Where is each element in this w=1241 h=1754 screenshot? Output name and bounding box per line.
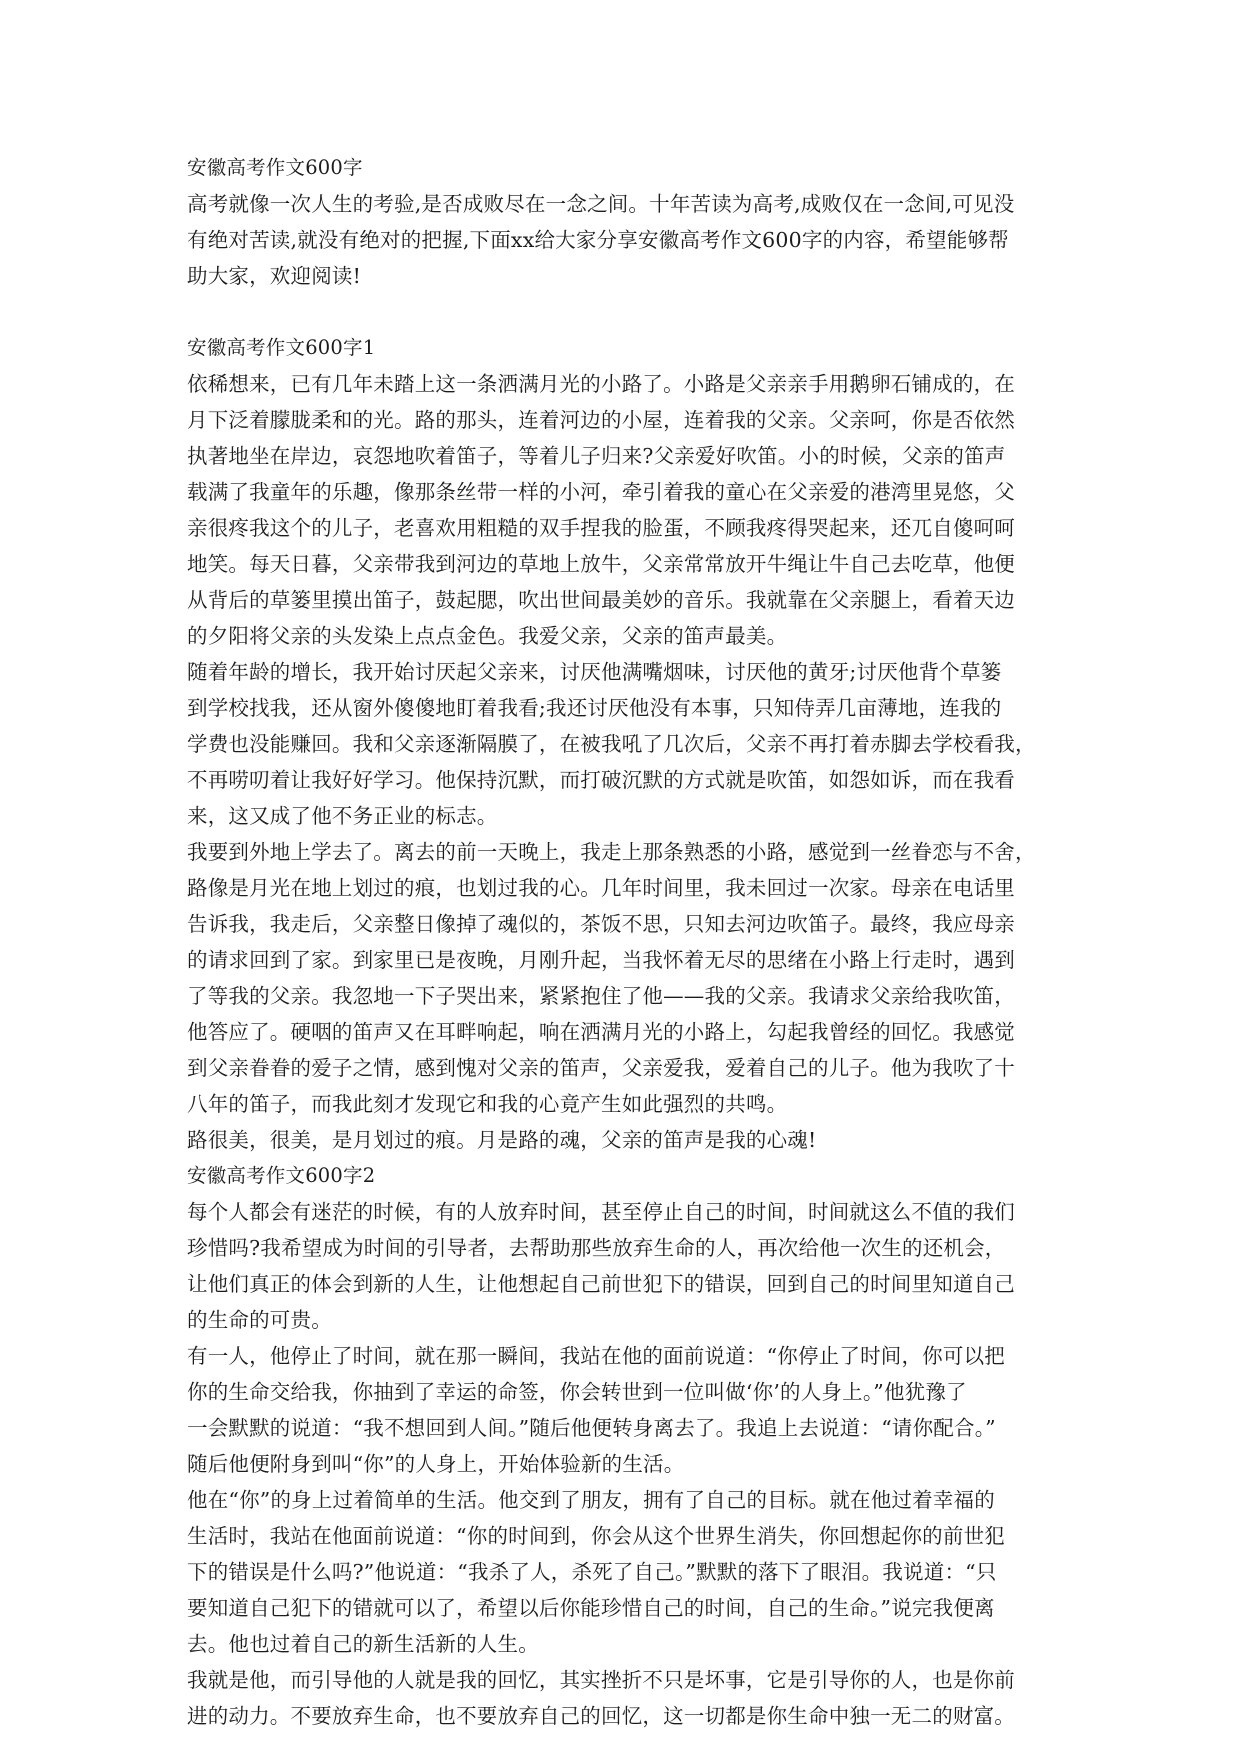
text-line: 进的动力。不要放弃生命，也不要放弃自己的回忆，这一切都是你生命中独一无二的财富。 xyxy=(187,1704,1015,1728)
text-line: 珍惜吗?我希望成为时间的引导者，去帮助那些放弃生命的人，再次给他一次生的还机会， xyxy=(187,1236,1006,1260)
text-line: 一会默默的说道：“我不想回到人间。”随后他便转身离去了。我追上去说道：“请你配合。” xyxy=(187,1416,996,1440)
essay1-body xyxy=(187,366,1077,1158)
text-line: 不再唠叨着让我好好学习。他保持沉默，而打破沉默的方式就是吹笛，如怨如诉，而在我看 xyxy=(187,768,1015,792)
text-line: 下的错误是什么吗?”他说道：“我杀了人，杀死了自己。”默默的落下了眼泪。我说道：“只 xyxy=(187,1560,997,1584)
text-line: 的生命的可贵。 xyxy=(187,1308,332,1332)
text-line: 到父亲眷眷的爱子之情，感到愧对父亲的笛声，父亲爱我，爱着自己的儿子。他为我吹了十 xyxy=(187,1056,1015,1080)
text-line: 我要到外地上学去了。离去的前一天晚上，我走上那条熟悉的小路，感觉到一丝眷恋与不舍， xyxy=(187,840,1036,864)
text-line: 他答应了。硬咽的笛声又在耳畔响起，响在洒满月光的小路上，勾起我曾经的回忆。我感觉 xyxy=(187,1020,1015,1044)
text-line: 我就是他，而引导他的人就是我的回忆，其实挫折不只是坏事，它是引导你的人，也是你前 xyxy=(187,1668,1015,1692)
text-line: 从背后的草篓里摸出笛子，鼓起腮，吹出世间最美妙的音乐。我就靠在父亲腿上，看着天边 xyxy=(187,588,1015,612)
text-line: 路很美，很美，是月划过的痕。月是路的魂，父亲的笛声是我的心魂! xyxy=(187,1128,817,1152)
text-line: 高考就像一次人生的考验,是否成败尽在一念之间。十年苦读为高考,成败仅在一念间,可见没 xyxy=(187,192,1015,216)
document-title: 安徽高考作文600字 xyxy=(187,156,363,179)
text-line: 来，这又成了他不务正业的标志。 xyxy=(187,804,498,828)
blank-line xyxy=(187,294,1077,330)
text-line: 去。他也过着自己的新生活新的人生。 xyxy=(187,1632,539,1656)
text-line: 有绝对苦读,就没有绝对的把握,下面xx给大家分享安徽高考作文600字的内容，希望能够帮 xyxy=(187,228,1009,252)
text-line: 地笑。每天日暮，父亲带我到河边的草地上放牛，父亲常常放开牛绳让牛自己去吃草，他便 xyxy=(187,552,1015,576)
text-line: 随后他便附身到叫“你”的人身上，开始体验新的生活。 xyxy=(187,1452,685,1476)
intro-paragraph xyxy=(187,186,1077,294)
text-line: 载满了我童年的乐趣，像那条丝带一样的小河，牵引着我的童心在父亲爱的港湾里晃悠，父 xyxy=(187,480,1015,504)
essay2-heading: 安徽高考作文600字2 xyxy=(187,1164,376,1187)
text-line: 随着年龄的增长，我开始讨厌起父亲来，讨厌他满嘴烟味，讨厌他的黄牙;讨厌他背个草篓 xyxy=(187,660,1002,684)
document-body xyxy=(187,150,1077,1734)
text-line: 助大家，欢迎阅读! xyxy=(187,264,362,288)
text-line: 的请求回到了家。到家里已是夜晚，月刚升起，当我怀着无尽的思绪在小路上行走时，遇到 xyxy=(187,948,1015,972)
text-line: 你的生命交给我，你抽到了幸运的命签，你会转世到一位叫做‘你’的人身上。”他犹豫了 xyxy=(187,1380,967,1404)
text-line: 告诉我，我走后，父亲整日像掉了魂似的，茶饭不思，只知去河边吹笛子。最终，我应母亲 xyxy=(187,912,1015,936)
text-line: 的夕阳将父亲的头发染上点点金色。我爱父亲，父亲的笛声最美。 xyxy=(187,624,788,648)
text-line: 亲很疼我这个的儿子，老喜欢用粗糙的双手捏我的脸蛋，不顾我疼得哭起来，还兀自傻呵呵 xyxy=(187,516,1015,540)
essay2-body xyxy=(187,1194,1077,1734)
text-line: 了等我的父亲。我忽地一下子哭出来，紧紧抱住了他——我的父亲。我请求父亲给我吹笛， xyxy=(187,984,1015,1008)
text-line: 执著地坐在岸边，哀怨地吹着笛子，等着儿子归来?父亲爱好吹笛。小的时候，父亲的笛声 xyxy=(187,444,1006,468)
text-line: 八年的笛子，而我此刻才发现它和我的心竟产生如此强烈的共鸣。 xyxy=(187,1092,788,1116)
text-line: 要知道自己犯下的错就可以了，希望以后你能珍惜自己的时间，自己的生命。”说完我便离 xyxy=(187,1596,995,1620)
text-line: 到学校找我，还从窗外傻傻地盯着我看;我还讨厌他没有本事，只知侍弄几亩薄地，连我的 xyxy=(187,696,1002,720)
essay1-heading: 安徽高考作文600字1 xyxy=(187,336,376,359)
text-line: 有一人，他停止了时间，就在那一瞬间，我站在他的面前说道：“你停止了时间，你可以把 xyxy=(187,1344,1005,1368)
text-line: 学费也没能赚回。我和父亲逐渐隔膜了，在被我吼了几次后，父亲不再打着赤脚去学校看我， xyxy=(187,732,1036,756)
text-line: 路像是月光在地上划过的痕，也划过我的心。几年时间里，我未回过一次家。母亲在电话里 xyxy=(187,876,1015,900)
text-line: 生活时，我站在他面前说道：“你的时间到，你会从这个世界生消失，你回想起你的前世犯 xyxy=(187,1524,1005,1548)
text-line: 他在“你”的身上过着简单的生活。他交到了朋友，拥有了自己的目标。就在他过着幸福的 xyxy=(187,1488,995,1512)
text-line: 让他们真正的体会到新的人生，让他想起自己前世犯下的错误，回到自己的时间里知道自己 xyxy=(187,1272,1015,1296)
text-line: 月下泛着朦胧柔和的光。路的那头，连着河边的小屋，连着我的父亲。父亲呵，你是否依然 xyxy=(187,408,1015,432)
text-line: 每个人都会有迷茫的时候，有的人放弃时间，甚至停止自己的时间，时间就这么不值的我们 xyxy=(187,1200,1015,1224)
text-line: 依稀想来，已有几年未踏上这一条洒满月光的小路了。小路是父亲亲手用鹅卵石铺成的，在 xyxy=(187,372,1015,396)
